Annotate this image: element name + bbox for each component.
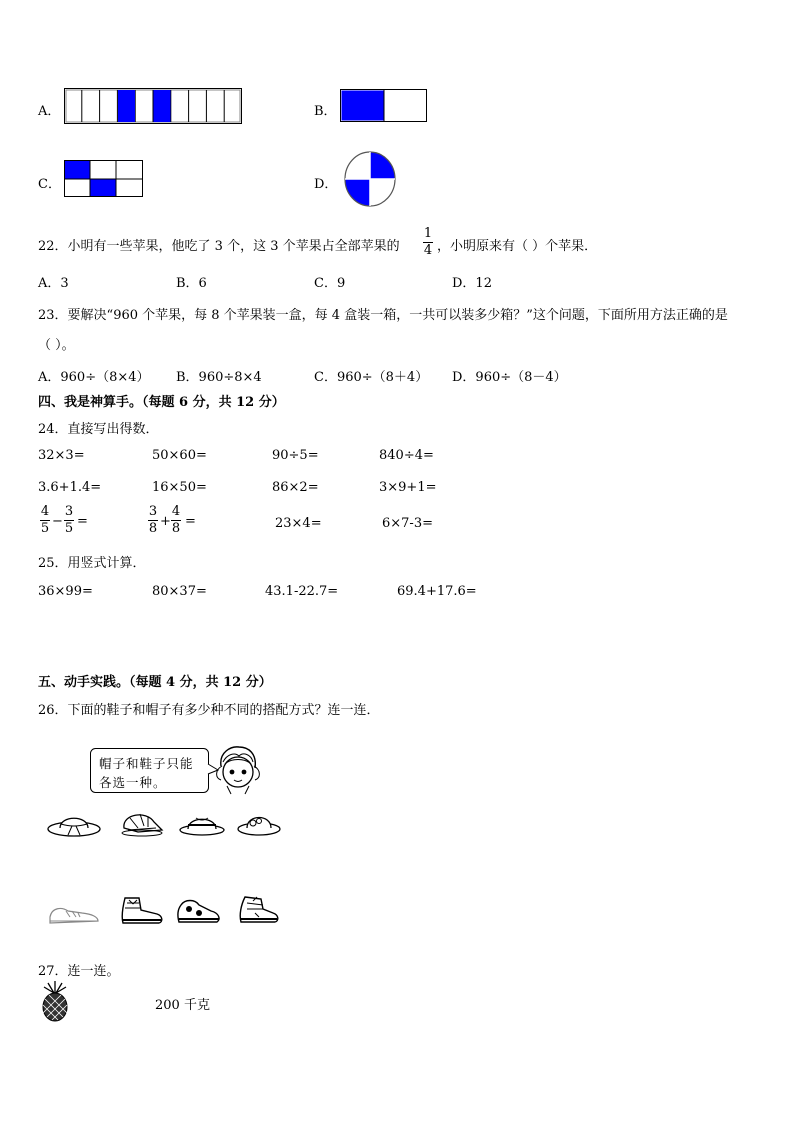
bonnet-icon — [236, 808, 282, 838]
q24-frac-b2 — [171, 505, 181, 536]
q24-item: 6×7-3= — [382, 516, 433, 531]
q22-option-d: D．12 — [452, 276, 492, 291]
q24-frac2-eq: = — [185, 514, 196, 529]
option-d-label: D． — [314, 177, 338, 192]
fraction-numerator: 3 — [64, 504, 74, 519]
q24-frac2-op: + — [160, 514, 171, 529]
fraction-numerator: 4 — [40, 504, 50, 519]
q25-item: 36×99= — [38, 584, 93, 599]
fraction-denominator: 5 — [64, 521, 74, 536]
q23-option-a: A．960÷（8×4） — [38, 370, 150, 385]
q24-item: 840÷4= — [379, 448, 434, 463]
fraction-numerator: 4 — [171, 504, 181, 519]
fraction-denominator: 8 — [148, 521, 158, 536]
q24-frac-a2 — [148, 505, 158, 536]
q24-frac1-op: − — [52, 514, 63, 529]
option-d-figure — [344, 150, 396, 208]
option-c-figure — [64, 160, 144, 198]
q24-item: 3×9+1= — [379, 480, 437, 495]
option-a-figure — [64, 88, 242, 124]
option-b-label: B． — [314, 104, 337, 119]
q22-stem-part2: ，小明原来有（ ）个苹果． — [437, 239, 598, 254]
sneaker-icon — [46, 899, 102, 927]
shoe-icon — [235, 893, 281, 927]
q24-frac-a1 — [40, 505, 50, 536]
q25-item: 69.4+17.6= — [397, 584, 477, 599]
q23-option-c: C．960÷（8＋4） — [314, 370, 429, 385]
fraction-denominator: 5 — [40, 521, 50, 536]
q27-stem: 27．连一连。 — [38, 964, 120, 979]
q24-frac-b1 — [64, 505, 74, 536]
boot-icon — [117, 894, 165, 928]
hat-icon — [46, 809, 102, 839]
q24-item: 86×2= — [272, 480, 319, 495]
q24-frac1-eq: = — [77, 514, 88, 529]
q23-stem-line2: （ ）。 — [38, 338, 75, 353]
q25-item: 43.1-22.7= — [265, 584, 339, 599]
girl-icon — [213, 744, 263, 796]
fedora-icon — [178, 808, 226, 838]
q23-stem-line1: 23．要解决“960 个苹果，每 8 个苹果装一盒，每 4 盒装一箱，一共可以装多少箱？”这个问题，下面所用方法正确的是 — [38, 308, 728, 323]
shoe-icon — [175, 895, 223, 927]
q22-option-a: A．3 — [38, 276, 69, 291]
q26-stem: 26．下面的鞋子和帽子有多少种不同的搭配方式？连一连． — [38, 703, 380, 718]
option-b-figure — [340, 89, 428, 123]
q24-item: 16×50= — [152, 480, 207, 495]
fraction-denominator: 8 — [171, 521, 181, 536]
q24-item: 32×3= — [38, 448, 85, 463]
option-c-label: C． — [38, 177, 61, 192]
speech-line2: 各选一种。 — [99, 775, 167, 790]
q23-option-b: B．960÷8×4 — [176, 370, 262, 385]
section5-heading: 五、动手实践。（每题 4 分，共 12 分） — [38, 675, 272, 690]
q22-fraction-numerator: 1 — [423, 226, 433, 241]
q24-stem: 24．直接写出得数． — [38, 422, 159, 437]
speech-line1: 帽子和鞋子只能 — [99, 756, 194, 771]
fraction-numerator: 3 — [148, 504, 158, 519]
q27-label: 200 千克 — [155, 998, 210, 1013]
q22-option-c: C．9 — [314, 276, 346, 291]
q24-item: 23×4= — [275, 516, 322, 531]
q24-item: 90÷5= — [272, 448, 319, 463]
option-a-label: A． — [38, 104, 61, 119]
cap-icon — [118, 808, 164, 838]
q25-stem: 25．用竖式计算． — [38, 556, 146, 571]
section4-heading: 四、我是神算手。（每题 6 分，共 12 分） — [38, 395, 285, 410]
q22-option-b: B．6 — [176, 276, 207, 291]
pineapple-icon — [38, 981, 72, 1023]
q23-option-d: D．960÷（8－4） — [452, 370, 567, 385]
q22-stem-part1: 22．小明有一些苹果，他吃了 3 个，这 3 个苹果占全部苹果的 — [38, 239, 400, 254]
q22-fraction — [423, 227, 433, 258]
q24-item: 3.6+1.4= — [38, 480, 102, 495]
q24-item: 50×60= — [152, 448, 207, 463]
q22-fraction-denominator: 4 — [423, 243, 433, 258]
q25-item: 80×37= — [152, 584, 207, 599]
